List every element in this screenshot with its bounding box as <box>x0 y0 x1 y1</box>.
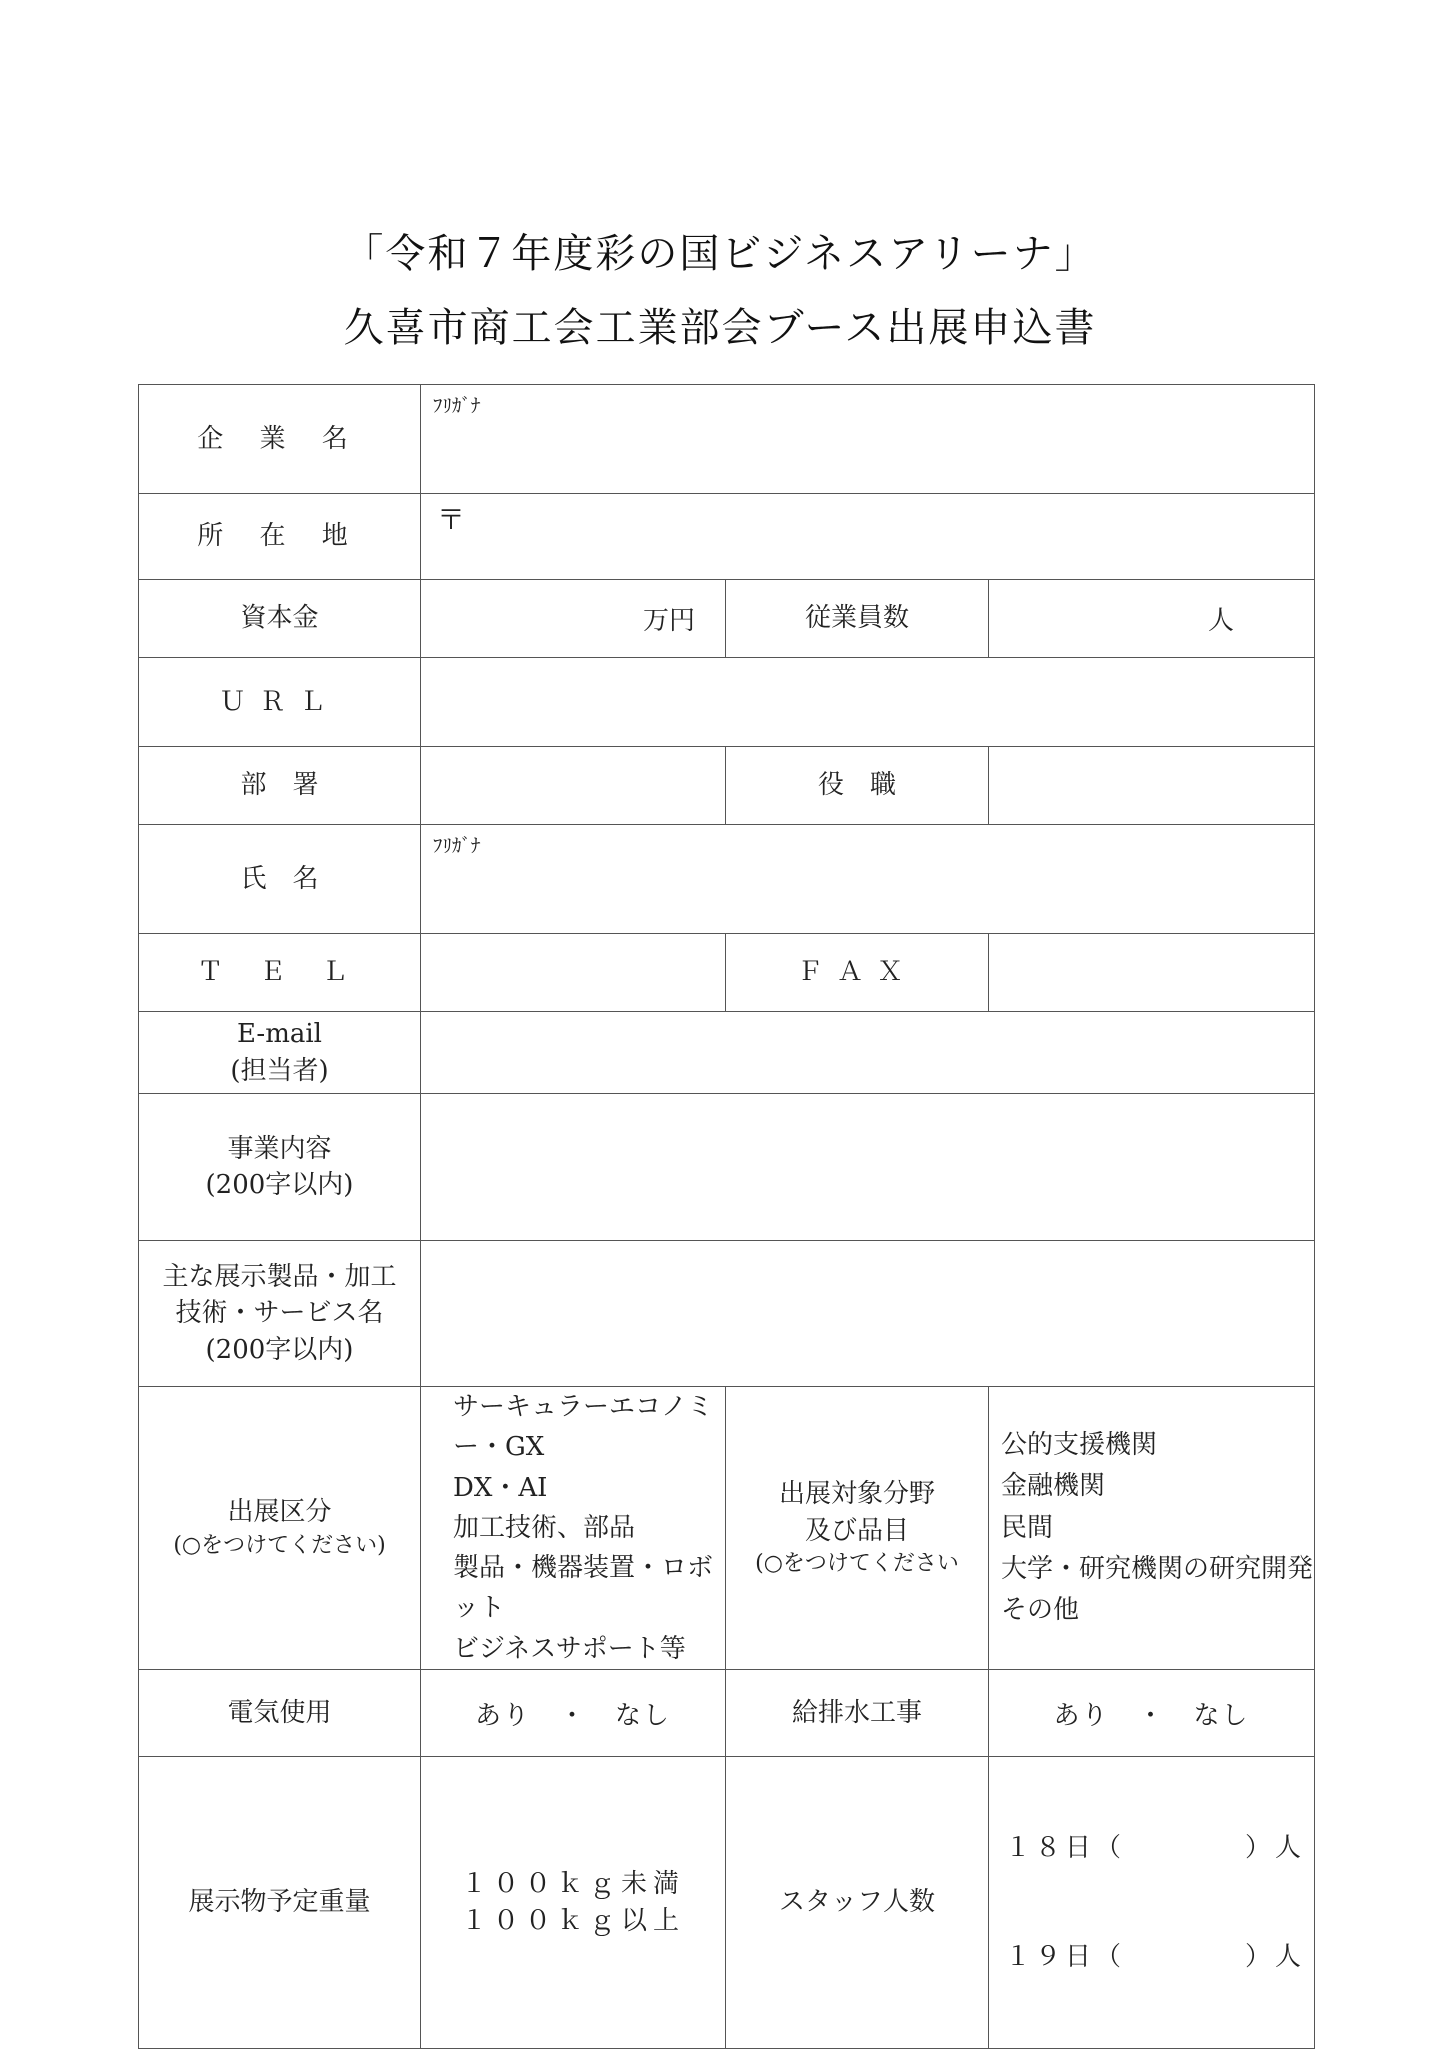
exhibit-category-option[interactable]: サーキュラーエコノミー・GX <box>453 1392 714 1463</box>
tel-fax-row <box>139 934 1315 1012</box>
business-label-main: 事業内容 <box>227 1133 332 1164</box>
target-field-label-line2: 及び品目 <box>804 1515 909 1546</box>
department-label: 部 署 <box>139 747 421 825</box>
business-label-sub: (200字以内) <box>205 1170 354 1200</box>
position-label: 役 職 <box>726 747 989 825</box>
capital-row <box>139 580 1315 658</box>
target-field-label <box>726 1387 989 1670</box>
target-option[interactable]: 金融機関 <box>1001 1471 1106 1502</box>
name-field[interactable] <box>421 825 1315 934</box>
company-label: 企 業 名 <box>139 385 421 494</box>
business-row <box>139 1094 1315 1241</box>
name-label: 氏 名 <box>139 825 421 934</box>
target-option[interactable]: 公的支援機関 <box>1001 1430 1158 1461</box>
form-title-line1: 「令和７年度彩の国ビジネスアリーナ」 <box>343 231 1097 277</box>
fax-field[interactable] <box>989 934 1315 1012</box>
weight-label: 展示物予定重量 <box>139 1757 421 2049</box>
products-field[interactable] <box>421 1241 1315 1387</box>
electric-label: 電気使用 <box>139 1670 421 1757</box>
url-field[interactable] <box>421 658 1315 747</box>
business-label <box>139 1094 421 1241</box>
exhibit-category-option[interactable]: 製品・機器装置・ロボット <box>453 1553 714 1624</box>
company-furigana: ﾌﾘｶﾞﾅ <box>433 395 481 417</box>
email-label-main: E-mail <box>236 1019 323 1050</box>
weight-option-over[interactable]: １００ｋｇ以上 <box>460 1905 685 1936</box>
tel-label: Ｔ Ｅ Ｌ <box>139 934 421 1012</box>
electric-choice[interactable]: あり ・ なし <box>421 1670 726 1757</box>
email-field[interactable] <box>421 1012 1315 1094</box>
exhibit-category-option[interactable]: 加工技術、部品 <box>453 1512 636 1543</box>
position-field[interactable] <box>989 747 1315 825</box>
products-label <box>139 1241 421 1387</box>
tel-field[interactable] <box>421 934 726 1012</box>
exhibit-category-options <box>421 1387 726 1670</box>
staff-day-19[interactable]: １９日（ ）人 <box>1005 1942 1306 1973</box>
url-label: ＵＲＬ <box>139 658 421 747</box>
capital-field[interactable]: 万円 <box>421 580 726 658</box>
products-row <box>139 1241 1315 1387</box>
exhibit-category-label-main: 出展区分 <box>227 1497 332 1528</box>
employees-label: 従業員数 <box>726 580 989 658</box>
target-option[interactable]: その他 <box>1001 1594 1080 1625</box>
utilities-row <box>139 1670 1315 1757</box>
weight-staff-row <box>139 1757 1315 2049</box>
target-field-label-line1: 出展対象分野 <box>778 1479 935 1510</box>
address-field[interactable] <box>421 494 1315 580</box>
company-field[interactable] <box>421 385 1315 494</box>
email-label <box>139 1012 421 1094</box>
category-row <box>139 1387 1315 1670</box>
capital-label: 資本金 <box>139 580 421 658</box>
exhibit-category-label <box>139 1387 421 1670</box>
staff-label: スタッフ人数 <box>726 1757 989 2049</box>
exhibit-category-label-note: (○をつけてください) <box>173 1532 386 1558</box>
business-field[interactable] <box>421 1094 1315 1241</box>
weight-option-under[interactable]: １００ｋｇ未満 <box>460 1869 685 1900</box>
products-label-line3: (200字以内) <box>205 1334 354 1365</box>
address-row <box>139 494 1315 580</box>
address-label: 所 在 地 <box>139 494 421 580</box>
name-row <box>139 825 1315 934</box>
form-title-line2: 久喜市商工会工業部会ブース出展申込書 <box>343 305 1097 351</box>
staff-count-fields <box>989 1757 1315 2049</box>
company-row <box>139 385 1315 494</box>
department-field[interactable] <box>421 747 726 825</box>
products-label-line1: 主な展示製品・加工 <box>162 1261 397 1292</box>
employees-field[interactable]: 人 <box>989 580 1315 658</box>
water-choice[interactable]: あり ・ なし <box>989 1670 1315 1757</box>
url-row <box>139 658 1315 747</box>
department-row <box>139 747 1315 825</box>
target-field-options <box>989 1387 1315 1670</box>
name-furigana: ﾌﾘｶﾞﾅ <box>433 835 481 857</box>
water-label: 給排水工事 <box>726 1670 989 1757</box>
exhibit-category-option[interactable]: DX・AI <box>453 1472 548 1503</box>
products-label-line2: 技術・サービス名 <box>175 1298 384 1329</box>
postal-mark: 〒 <box>437 503 466 536</box>
target-option[interactable]: 民間 <box>1001 1512 1054 1543</box>
exhibit-category-option[interactable]: ビジネスサポート等 <box>453 1633 686 1664</box>
weight-options <box>421 1757 726 2049</box>
email-row <box>139 1012 1315 1094</box>
target-option[interactable]: 大学・研究機関の研究開発 <box>1001 1553 1314 1584</box>
application-form-table <box>138 384 1315 2049</box>
fax-label: ＦＡＸ <box>726 934 989 1012</box>
staff-day-18[interactable]: １８日（ ）人 <box>1005 1832 1306 1863</box>
email-label-sub: (担当者) <box>230 1055 329 1086</box>
target-field-label-note: (○をつけてください <box>755 1551 959 1577</box>
